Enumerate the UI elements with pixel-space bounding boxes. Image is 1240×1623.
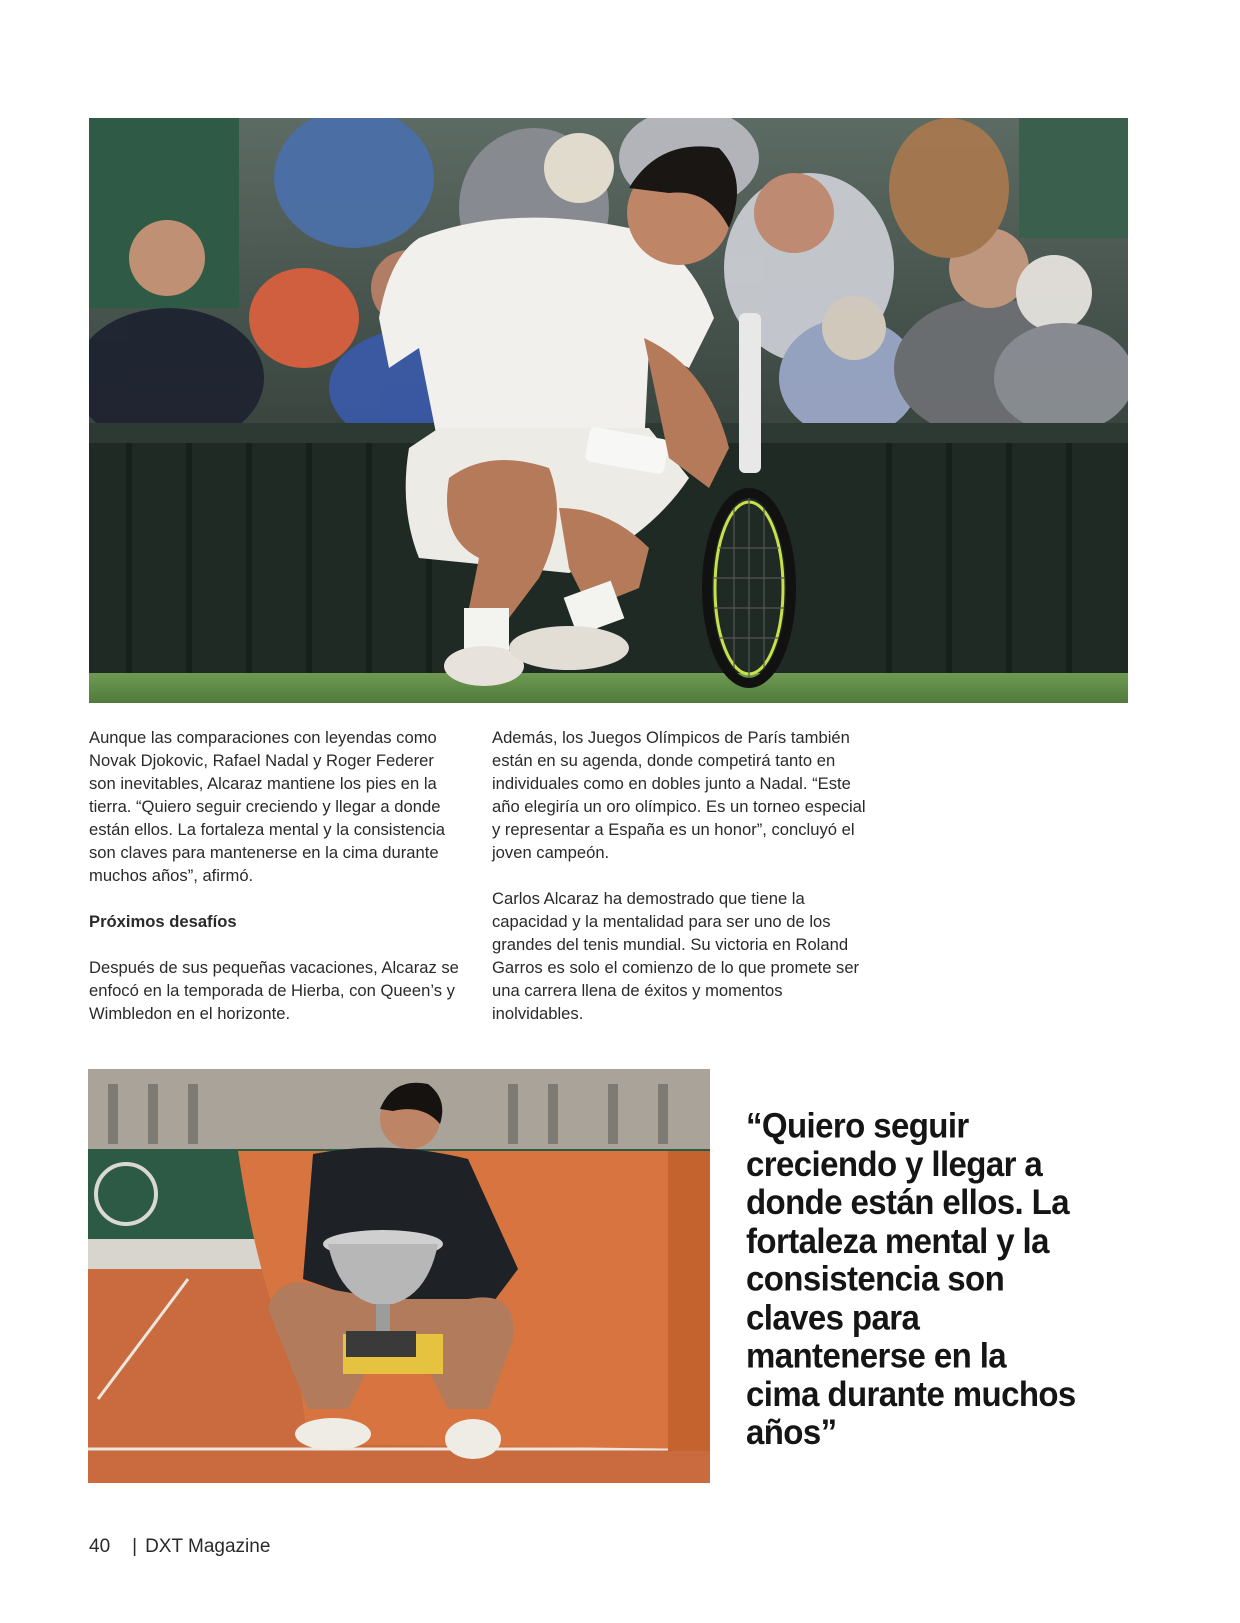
article-right-column — [492, 726, 872, 1025]
article-paragraph: Además, los Juegos Olímpicos de París también están en su agenda, donde competirá tanto en individuales como en dobles junto a Nadal. “Este año elegiría un oro olímpico. Es un torneo especial y representar a España es un honor”, concluyó el joven campeón. — [492, 728, 866, 862]
photo-clay-court-trophy — [88, 1069, 710, 1483]
article-left-column — [89, 726, 461, 1025]
footer-separator: | — [132, 1536, 138, 1557]
pull-quote: “Quiero seguir creciendo y llegar a donde están ellos. La fortaleza mental y la consistencia son claves para mantenerse en la cima durante muchos años” — [746, 1104, 1076, 1452]
article-paragraph: Carlos Alcaraz ha demostrado que tiene la capacidad y la mentalidad para ser uno de los grandes del tenis mundial. Su victoria en Roland Garros es solo el comienzo de lo que promete ser una carrera llena de éxitos y momentos inolvidables. — [492, 889, 860, 1023]
article-paragraph: Después de sus pequeñas vacaciones, Alcaraz se enfocó en la temporada de Hierba, con Queen’s y Wimbledon en el horizonte. — [89, 958, 459, 1023]
article-paragraph: Aunque las comparaciones con leyendas como Novak Djokovic, Rafael Nadal y Roger Federer son inevitables, Alcaraz mantiene los pies en la tierra. “Quiero seguir creciendo y llegar a donde están ellos. La fortaleza mental y la consistencia son claves para mantenerse en la cima durante muchos años”, afirmó. — [89, 728, 446, 885]
page-number: 40 — [89, 1536, 111, 1557]
photo-grass-court-player — [89, 118, 1128, 703]
publication-name: DXT Magazine — [145, 1536, 271, 1557]
page-footer — [89, 1536, 270, 1558]
section-subhead: Próximos desafíos — [89, 912, 237, 931]
top-photo — [89, 118, 1128, 703]
bottom-photo — [88, 1069, 710, 1483]
